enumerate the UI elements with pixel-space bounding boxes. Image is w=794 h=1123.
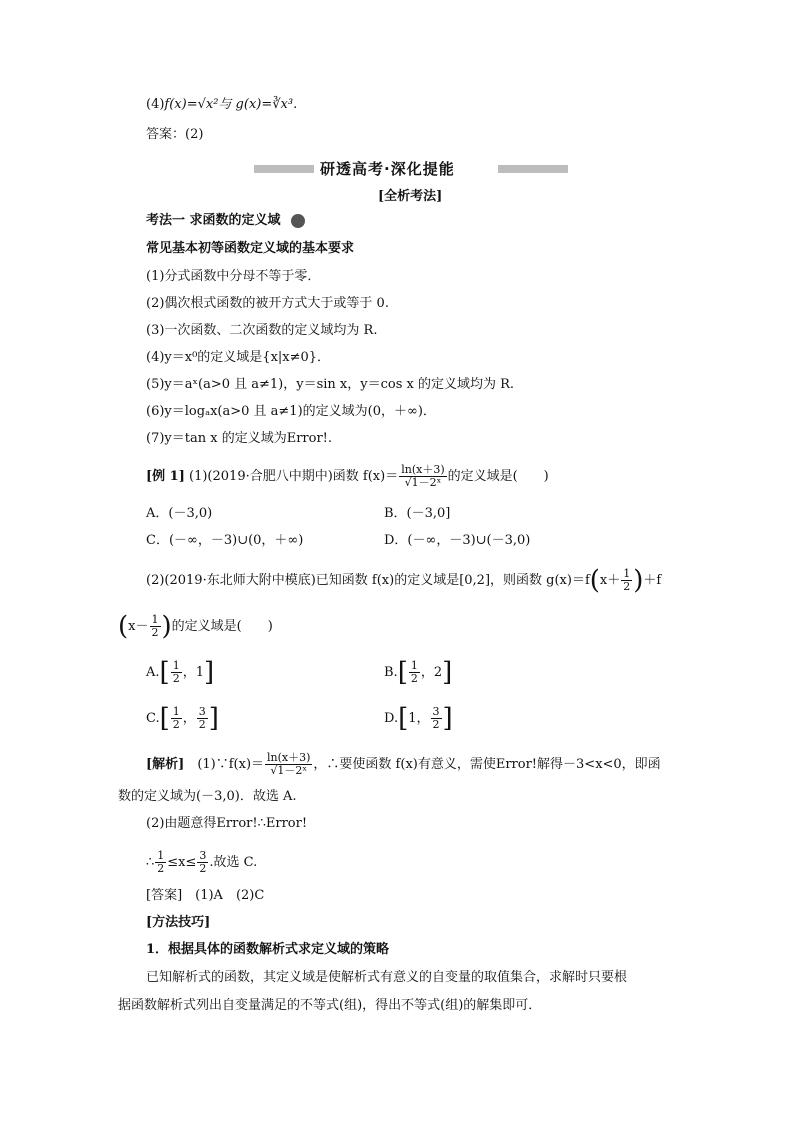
banner-subtitle: [全析考法] <box>378 189 443 204</box>
fraction-numerator: 1 <box>172 705 180 718</box>
fraction-numerator: 3 <box>198 705 206 718</box>
option-2d: D.[1， $\frac{3}{2}$ ] <box>384 703 453 734</box>
fraction <box>621 568 632 593</box>
solution-part-2-result <box>146 850 257 875</box>
item-4 <box>146 96 297 114</box>
option-c: C．(－∞，－3)∪(0，＋∞) <box>146 533 304 548</box>
item-4-text: f(x)=√x²与 g(x)=∛x³. <box>164 97 298 112</box>
paren-close: ) <box>633 565 644 596</box>
option-d: D．(－∞，－3)∪(－3,0) <box>384 533 531 548</box>
fraction <box>150 614 161 639</box>
solution-1-prefix: (1)∵f(x)＝ <box>197 757 265 772</box>
option-label: D. <box>384 711 399 726</box>
option-2a: A.[ $\frac{1}{2}$ ，1] <box>146 657 215 688</box>
fraction-numerator: 1 <box>410 659 418 672</box>
example-1-part-1 <box>146 464 549 489</box>
rule-5: (5)y＝aˣ(a>0 且 a≠1)，y＝sin x，y＝cos x 的定义域均为 R. <box>146 377 515 392</box>
example-1-suffix: 的定义域是( ) <box>447 469 549 484</box>
section-banner <box>254 158 568 180</box>
option-label: C. <box>146 711 160 726</box>
fraction-denominator: 2 <box>157 862 165 875</box>
paren-open: ( <box>589 565 600 596</box>
tip-1-body-1: 已知解析式的函数，其定义域是使解析式有意义的自变量的取值集合，求解时只要根 <box>146 970 628 985</box>
therefore-symbol: ∴ <box>146 855 155 870</box>
option-2c: C.[ $\frac{1}{2}$ ， $\frac{3}{2}$ ] <box>146 703 219 734</box>
solution-1-suffix: ，∴要使函数 f(x)有意义，需使Error!解得－3<x<0，即函 <box>313 757 661 772</box>
fraction-numerator: 1 <box>151 613 159 626</box>
fraction-denominator: 2 <box>623 580 631 593</box>
fraction <box>265 752 312 777</box>
fraction <box>155 850 166 875</box>
solution-part-1 <box>146 752 661 777</box>
part-2-line-2-tail: 的定义域是( ) <box>171 619 273 634</box>
fraction-numerator: 1 <box>157 849 165 862</box>
solution-part-1-cont: 数的定义域为(－3,0)．故选 A. <box>118 789 297 804</box>
fraction-denominator: 2 <box>198 718 206 731</box>
rule-3: (3)一次函数、二次函数的定义域均为 R. <box>146 323 378 338</box>
fraction-numerator: ln(x＋3) <box>401 463 445 476</box>
option-right: 1 <box>195 665 204 680</box>
x-minus: x－ <box>128 619 149 634</box>
inequality: ≤x≤ <box>167 855 197 870</box>
option-left: 1 <box>408 711 417 726</box>
tips-label: [方法技巧] <box>146 915 211 930</box>
fraction-numerator: 3 <box>199 849 207 862</box>
example-label: [例 1] <box>146 469 185 484</box>
item-4-number: (4) <box>146 97 165 112</box>
method-heading <box>146 212 305 230</box>
banner-title: 研透高考·深化提能 <box>320 160 455 178</box>
rule-2: (2)偶次根式函数的被开方式大于或等于 0. <box>146 296 389 311</box>
paren-open: ( <box>118 611 129 642</box>
fraction-numerator: 1 <box>623 567 631 580</box>
option-a: A．(－3,0) <box>146 506 213 521</box>
part-2-tail: ＋f <box>643 573 662 588</box>
fraction-numerator: 1 <box>172 659 180 672</box>
fraction <box>399 464 446 489</box>
solution-2-tail: .故选 C. <box>209 855 258 870</box>
rule-7: (7)y＝tan x 的定义域为Error!. <box>146 431 333 446</box>
option-2b: B.[ $\frac{1}{2}$ ，2] <box>384 657 453 688</box>
fraction-denominator: 2 <box>172 672 180 685</box>
example-1-part-2 <box>146 565 662 596</box>
fraction-denominator: 2 <box>410 672 418 685</box>
requirements-title: 常见基本初等函数定义域的基本要求 <box>146 241 355 256</box>
bullet-dot-icon <box>291 214 305 228</box>
rule-4: (4)y＝x⁰的定义域是{x|x≠0}． <box>146 350 331 365</box>
example-1-part-2-cont <box>118 611 273 642</box>
option-label: B. <box>384 665 398 680</box>
fraction-denominator: 2 <box>432 718 440 731</box>
fraction-denominator: √1－2ˣ <box>404 476 442 489</box>
fraction-denominator: 2 <box>151 626 159 639</box>
solution-part-2: (2)由题意得Error!∴Error! <box>146 816 308 831</box>
option-right: 2 <box>433 665 443 680</box>
option-b: B．(－3,0] <box>384 506 451 521</box>
example-1-prefix: (1)(2019·合肥八中期中)函数 f(x)＝ <box>189 469 399 484</box>
answer-summary: [答案] (1)A (2)C <box>146 888 265 903</box>
fraction-numerator: ln(x＋3) <box>267 751 311 764</box>
part-2-text: (2)(2019·东北师大附中模底)已知函数 f(x)的定义域是[0,2]，则函数 g(x)＝f <box>146 573 590 588</box>
method-heading-text: 考法一 求函数的定义域 <box>146 213 281 228</box>
fraction-denominator: √1－2ˣ <box>270 764 308 777</box>
x-plus: x＋ <box>599 573 621 588</box>
fraction-denominator: 2 <box>199 862 207 875</box>
tip-1-title: 1．根据具体的函数解析式求定义域的策略 <box>146 942 390 957</box>
banner-bar-right <box>498 165 568 173</box>
fraction-denominator: 2 <box>172 718 180 731</box>
solution-label: [解析] <box>146 757 185 772</box>
rule-6: (6)y＝logₐx(a>0 且 a≠1)的定义域为(0，＋∞)． <box>146 404 436 419</box>
option-label: A. <box>146 665 160 680</box>
banner-bar-left <box>254 165 314 173</box>
paren-close: ) <box>161 611 172 642</box>
fraction-numerator: 3 <box>432 705 440 718</box>
rule-1: (1)分式函数中分母不等于零． <box>146 269 321 284</box>
fraction <box>197 850 208 875</box>
answer-line: 答案：(2) <box>146 127 204 142</box>
tip-1-body-2: 据函数解析式列出自变量满足的不等式(组)，得出不等式(组)的解集即可． <box>118 998 542 1013</box>
